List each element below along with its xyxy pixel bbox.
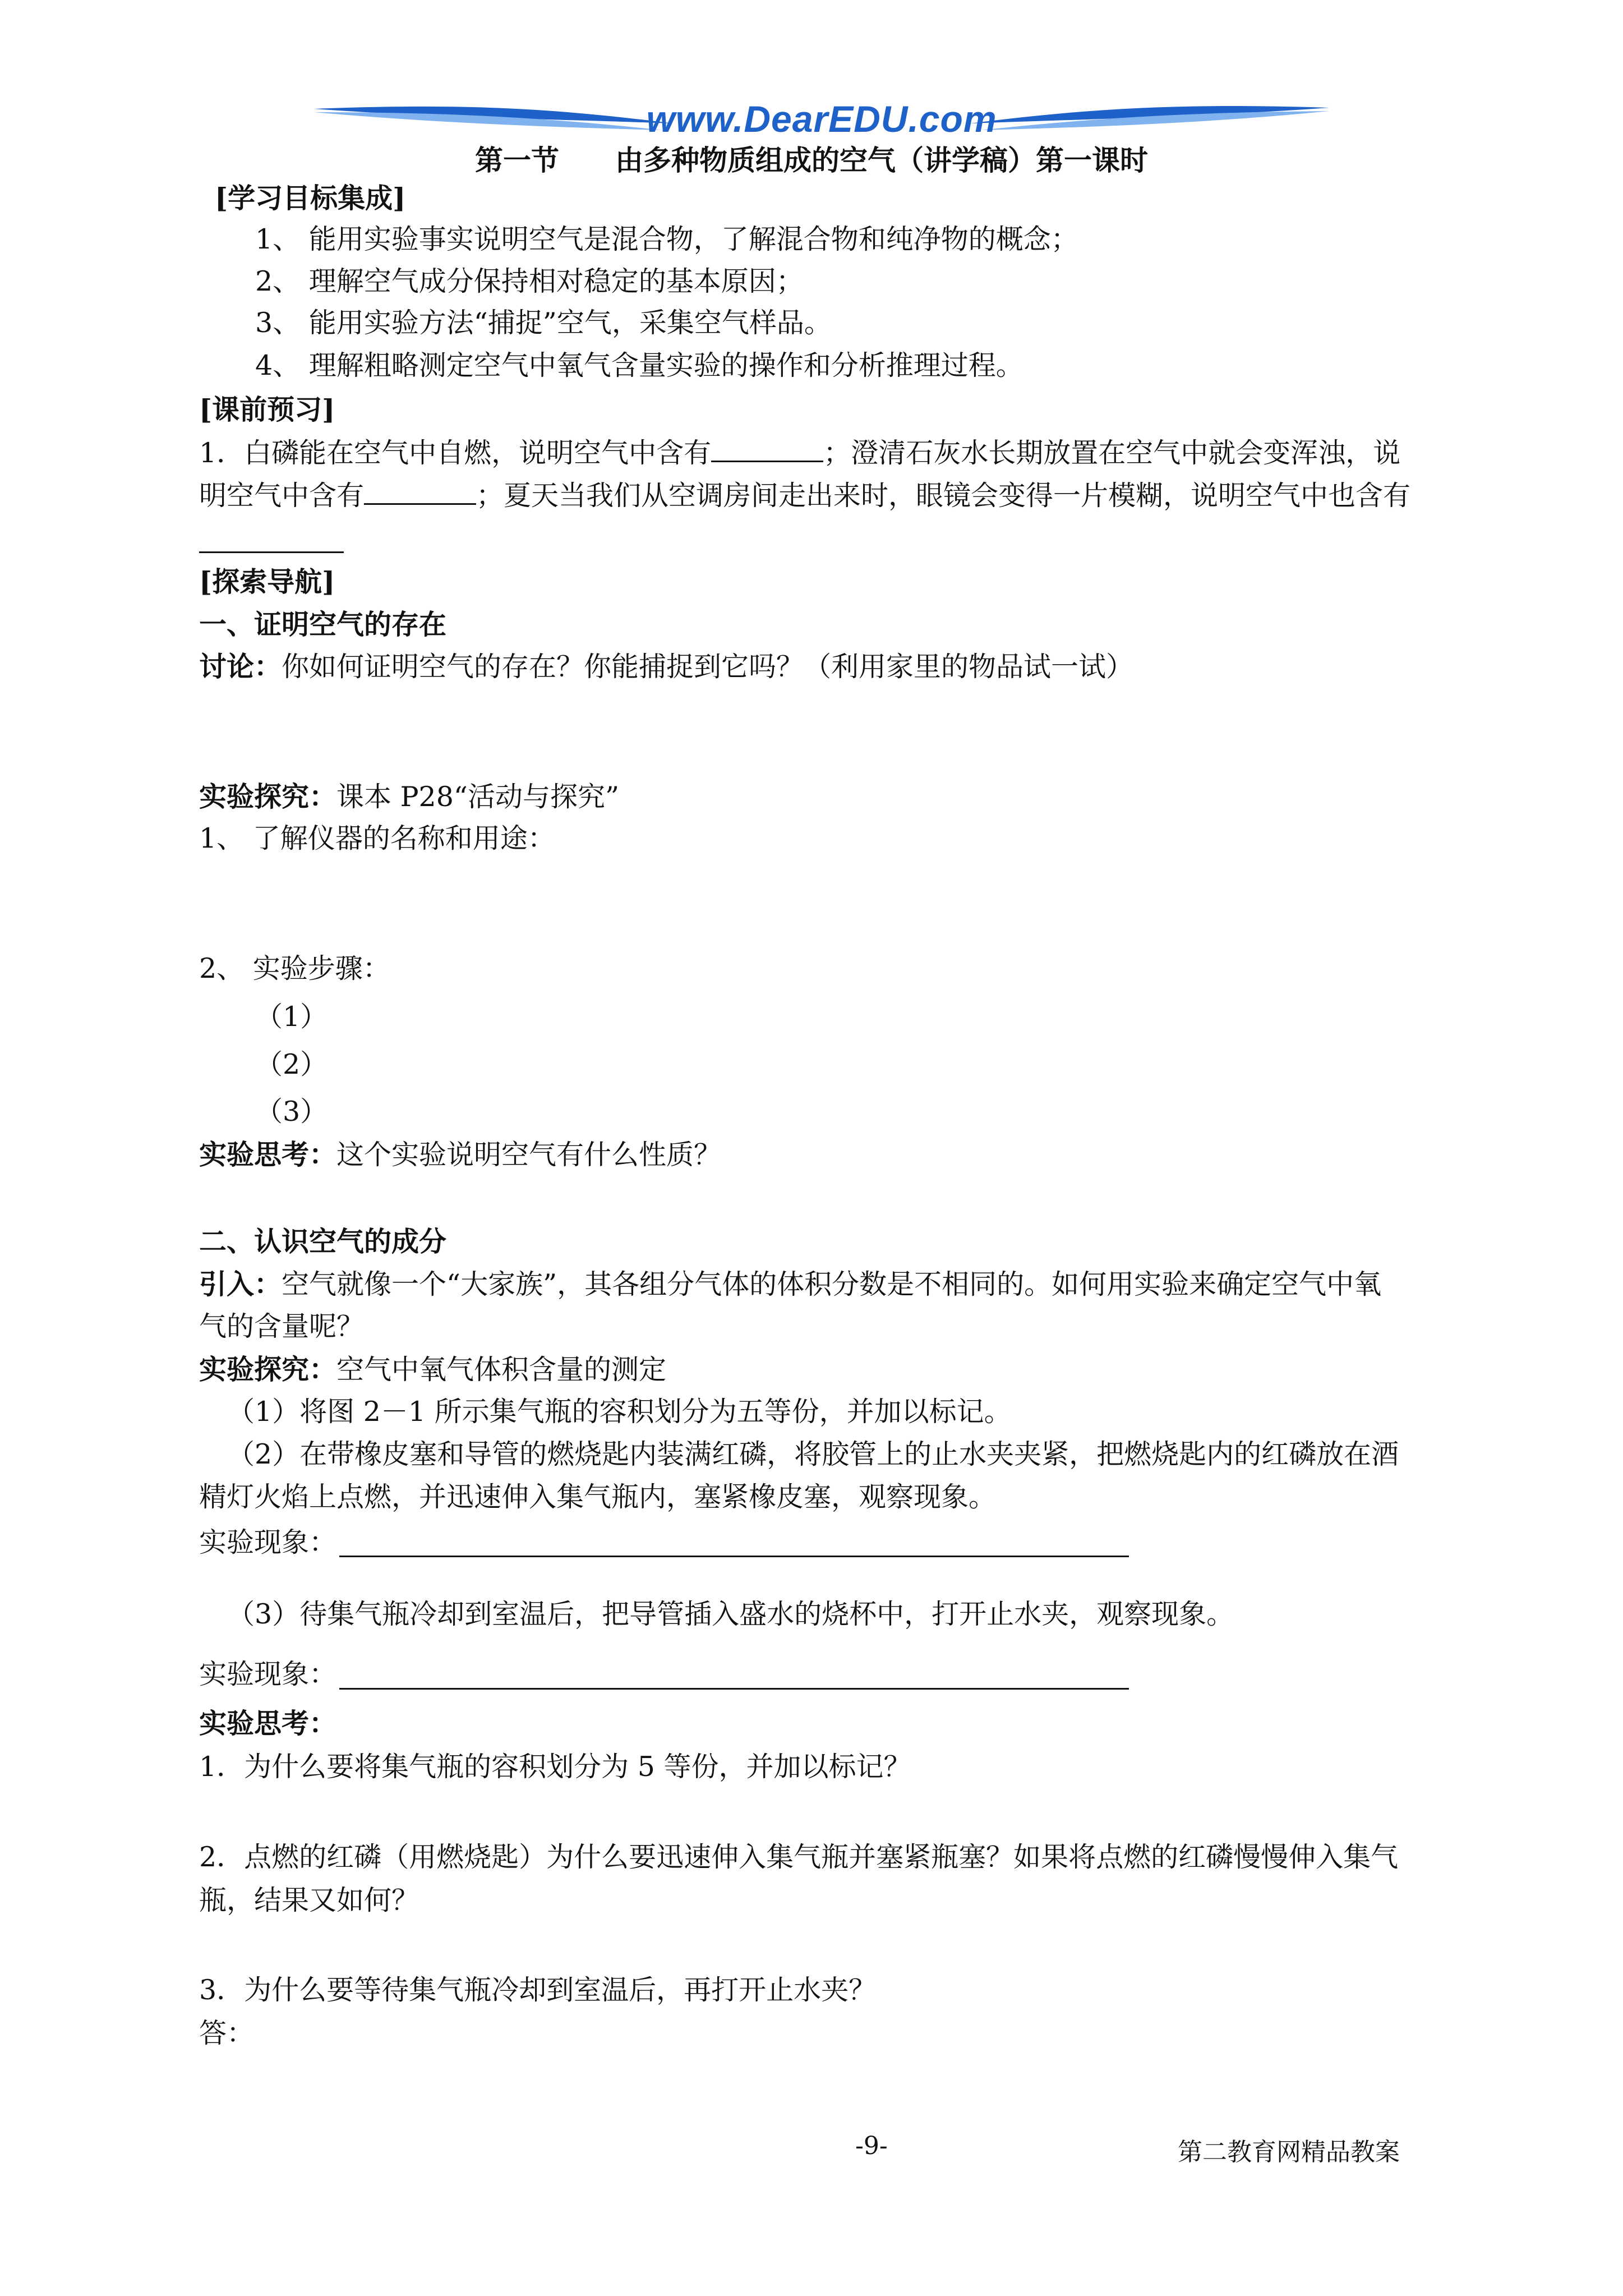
sub-step: （3） bbox=[255, 1096, 328, 1128]
think-1: 实验思考：这个实验说明空气有什么性质？ bbox=[199, 1138, 722, 1171]
discussion: 讨论：你如何证明空气的存在？你能捕捉到它吗？（利用家里的物品试一试） bbox=[199, 650, 1134, 683]
preview-line-2: 明空气中含有 ；夏天当我们从空调房间走出来时，眼镜会变得一片模糊，说明空气中也含有 bbox=[199, 480, 1411, 512]
fill-blank bbox=[364, 478, 476, 505]
intro-cont: 气的含量呢？ bbox=[199, 1310, 365, 1342]
preview-heading: [课前预习] bbox=[199, 393, 335, 426]
document-title: 第一节 由多种物质组成的空气（讲学稿）第一课时 bbox=[475, 144, 1148, 177]
explore-heading: [探索导航] bbox=[199, 565, 335, 598]
sub-step: （1） bbox=[255, 1001, 328, 1033]
section-1-title: 一、证明空气的存在 bbox=[199, 608, 447, 641]
answer-line bbox=[339, 1688, 1129, 1690]
goal-item: 1、 能用实验事实说明空气是混合物，了解混合物和纯净物的概念； bbox=[255, 223, 1078, 255]
procedure-1: （1）将图 2－1 所示集气瓶的容积划分为五等份，并加以标记。 bbox=[227, 1396, 1012, 1428]
step-2: 2、 实验步骤： bbox=[199, 953, 390, 984]
procedure-2: （2）在带橡皮塞和导管的燃烧匙内装满红磷，将胶管上的止水夹夹紧，把燃烧匙内的红磷放在酒 bbox=[227, 1438, 1399, 1470]
phenomenon-1: 实验现象： bbox=[199, 1526, 337, 1558]
sub-step: （2） bbox=[255, 1048, 328, 1080]
question-1: 1．为什么要将集气瓶的容积划分为 5 等份，并加以标记？ bbox=[199, 1751, 911, 1783]
procedure-3: （3）待集气瓶冷却到室温后，把导管插入盛水的烧杯中，打开止水夹，观察现象。 bbox=[227, 1598, 1234, 1630]
question-2: 2．点燃的红磷（用燃烧匙）为什么要迅速伸入集气瓶并塞紧瓶塞？如果将点燃的红磷慢慢伸入集气 bbox=[199, 1841, 1399, 1873]
preview-line-1: 1．白磷能在空气中自燃，说明空气中含有 ；澄清石灰水长期放置在空气中就会变浑浊，说 bbox=[199, 437, 1401, 469]
experiment-2: 实验探究：空气中氧气体积含量的测定 bbox=[199, 1353, 667, 1386]
question-2-cont: 瓶，结果又如何？ bbox=[199, 1884, 419, 1916]
step-1: 1、 了解仪器的名称和用途： bbox=[199, 822, 555, 854]
goal-item: 2、 理解空气成分保持相对稳定的基本原因； bbox=[255, 265, 804, 297]
procedure-2-cont: 精灯火焰上点燃，并迅速伸入集气瓶内，塞紧橡皮塞，观察现象。 bbox=[199, 1481, 997, 1513]
think-2-heading: 实验思考： bbox=[199, 1707, 337, 1740]
site-url: www.DearEDU.com bbox=[646, 98, 997, 140]
site-banner bbox=[314, 95, 1329, 143]
goal-item: 4、 理解粗略测定空气中氧气含量实验的操作和分析推理过程。 bbox=[255, 349, 1023, 381]
footer-brand: 第二教育网精品教案 bbox=[1178, 2138, 1400, 2166]
goals-heading: [学习目标集成] bbox=[215, 182, 406, 214]
answer-label: 答： bbox=[199, 2017, 255, 2049]
question-3: 3．为什么要等待集气瓶冷却到室温后，再打开止水夹？ bbox=[199, 1974, 877, 2006]
page-number: -9- bbox=[855, 2132, 888, 2160]
section-2-title: 二、认识空气的成分 bbox=[199, 1225, 447, 1258]
goal-item: 3、 能用实验方法“捕捉”空气，采集空气样品。 bbox=[255, 307, 832, 339]
fill-blank bbox=[711, 436, 823, 462]
phenomenon-2: 实验现象： bbox=[199, 1658, 337, 1690]
intro: 引入：空气就像一个“大家族”，其各组分气体的体积分数是不相同的。如何用实验来确定空气中氧 bbox=[199, 1268, 1382, 1300]
answer-line bbox=[339, 1556, 1129, 1557]
fill-blank bbox=[199, 551, 344, 553]
experiment-1: 实验探究：课本 P28“活动与探究” bbox=[199, 780, 620, 813]
